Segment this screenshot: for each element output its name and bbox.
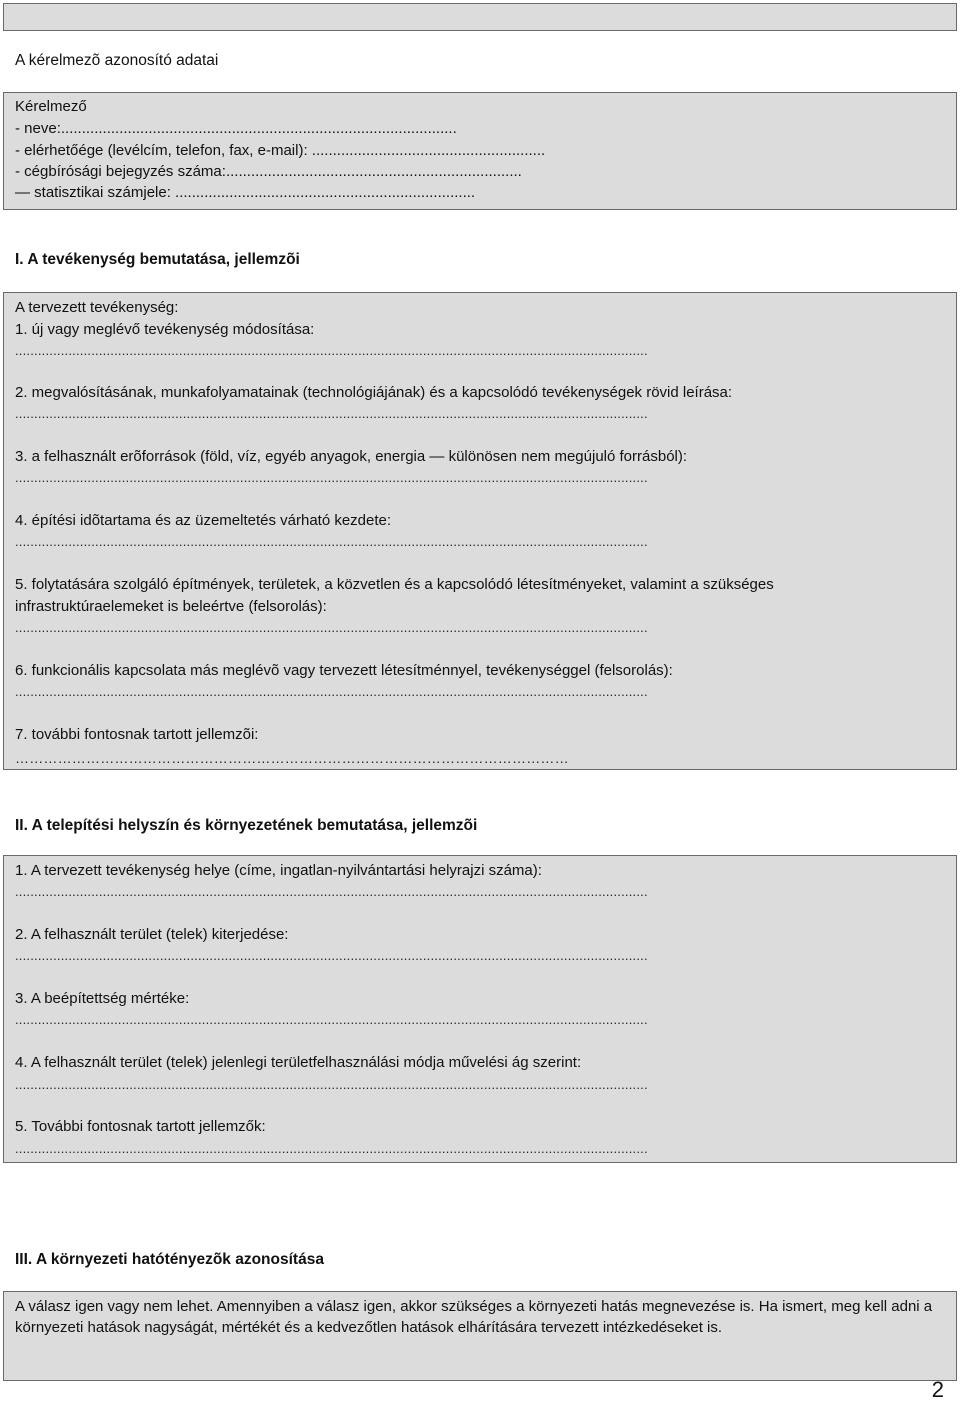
s2-item-2-label: 2. A felhasznált terület (telek) kiterjedése: [15, 926, 289, 943]
s2-item-3-field[interactable]: ...................................................................................................................................................................... [15, 1013, 648, 1027]
s1-item-5-label-cont: infrastruktúraelemeket is beleértve (felsorolás): [15, 598, 327, 615]
s2-item-5-field[interactable]: ...................................................................................................................................................................... [15, 1142, 648, 1156]
s1-item-1-field[interactable]: ...................................................................................................................................................................... [15, 344, 648, 358]
section-2-heading: II. A telepítési helyszín és környezetének bemutatása, jellemzõi [15, 817, 478, 834]
s1-item-1-label: 1. új vagy meglévő tevékenység módosítása: [15, 321, 315, 338]
s1-item-3-field[interactable]: ...................................................................................................................................................................... [15, 471, 648, 485]
s1-item-7-label: 7. további fontosnak tartott jellemzõi: [15, 726, 259, 743]
s1-item-4-label: 4. építési idõtartama és az üzemeltetés várható kezdete: [15, 512, 392, 529]
s2-item-4-field[interactable]: ...................................................................................................................................................................... [15, 1078, 648, 1092]
applicant-name-field[interactable]: - neve:............................................................................................... [15, 120, 457, 137]
s1-intro: A tervezett tevékenység: [15, 299, 179, 316]
s1-item-6-label: 6. funkcionális kapcsolata más meglévõ vagy tervezett létesítménnyel, tevékenységgel (felsorolás): [15, 662, 673, 679]
s1-item-3-label: 3. a felhasznált erõforrások (föld, víz, egyéb anyagok, energia — különösen nem megújuló forrásból): [15, 448, 688, 465]
applicant-stat-field[interactable]: — statisztikai számjele: ........................................................................ [15, 184, 476, 201]
top-blank-field[interactable] [3, 3, 957, 31]
section-3-text: A válasz igen vagy nem lehet. Amennyiben a válasz igen, akkor szükséges a környezeti hatás megnevezése is. Ha ismert, meg kell adni a környezeti hatások nagyságát, mértékét és a kedvezőtlen hatások elhárítására tervezett intézkedéseket is. [15, 1298, 933, 1336]
s1-item-7-field[interactable]: ……………………………………………………………………………………………………… [15, 751, 569, 765]
s1-item-5-field[interactable]: ...................................................................................................................................................................... [15, 621, 648, 635]
s1-item-2-label: 2. megvalósításának, munkafolyamatainak (technológiájának) és a kapcsolódó tevékenységek rövid leírása: [15, 384, 733, 401]
s1-item-5-label: 5. folytatására szolgáló építmények, területek, a közvetlen és a kapcsolódó létesítményeket, valamint a szükséges [15, 576, 774, 593]
applicant-heading: A kérelmezõ azonosító adatai [15, 52, 219, 69]
s2-item-2-field[interactable]: ...................................................................................................................................................................... [15, 949, 648, 963]
s1-item-4-field[interactable]: ...................................................................................................................................................................... [15, 535, 648, 549]
s1-item-6-field[interactable]: ...................................................................................................................................................................... [15, 685, 648, 699]
applicant-registry-field[interactable]: - cégbírósági bejegyzés száma:....................................................................... [15, 163, 522, 180]
s2-item-5-label: 5. További fontosnak tartott jellemzők: [15, 1118, 266, 1135]
section-3-heading: III. A környezeti hatótényezõk azonosítása [15, 1251, 324, 1268]
page-number: 2 [931, 1377, 944, 1402]
s2-item-1-field[interactable]: ...................................................................................................................................................................... [15, 885, 648, 899]
applicant-contact-field[interactable]: - elérhetőége (levélcím, telefon, fax, e-mail): ........................................................ [15, 142, 546, 159]
applicant-title: Kérelmező [15, 98, 87, 115]
s1-item-2-field[interactable]: ...................................................................................................................................................................... [15, 407, 648, 421]
section-1-heading: I. A tevékenység bemutatása, jellemzõi [15, 251, 300, 268]
s2-item-1-label: 1. A tervezett tevékenység helye (címe, ingatlan-nyilvántartási helyrajzi száma): [15, 862, 542, 879]
s2-item-3-label: 3. A beépítettség mértéke: [15, 990, 190, 1007]
s2-item-4-label: 4. A felhasznált terület (telek) jelenlegi területfelhasználási módja művelési ág szerint: [15, 1054, 582, 1071]
